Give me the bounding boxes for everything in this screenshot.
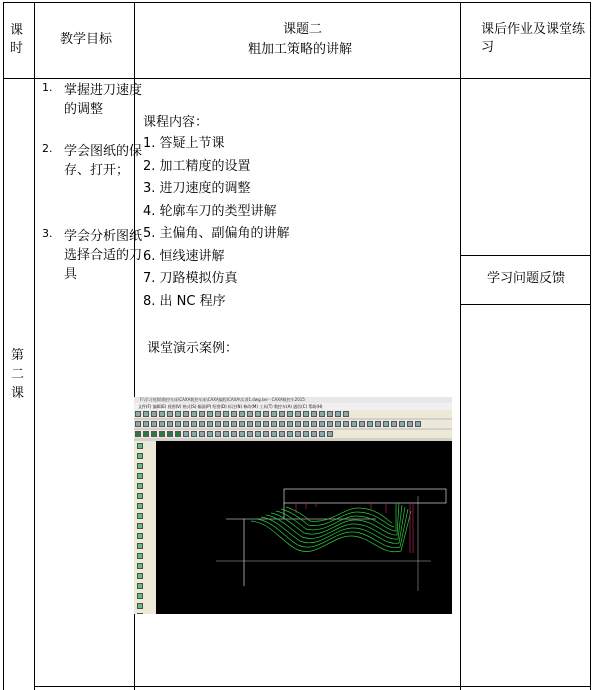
- table-border-top: [3, 2, 591, 3]
- goal-text: 掌握进刀速度的调整: [64, 83, 143, 117]
- goal-number: 1.: [42, 81, 53, 94]
- table-col-rule-3: [460, 2, 461, 690]
- goal-item: [42, 142, 154, 180]
- table-header-rule: [3, 78, 591, 79]
- cad-toolbar-3: [134, 430, 452, 438]
- cad-toolbar-1: [134, 410, 452, 418]
- cad-toolbar-2: [134, 420, 452, 428]
- goal-number: 3.: [42, 227, 53, 240]
- cad-screenshot: [134, 397, 452, 614]
- goal-text: 学会分析图纸选择合适的刀具: [64, 229, 143, 282]
- header-homework-line1: 课后作业及课堂练: [481, 22, 586, 37]
- feedback-rule-bottom: [460, 304, 591, 305]
- header-period: 课 时: [10, 23, 24, 56]
- header-homework-line2: 习: [481, 40, 495, 55]
- table-col-rule-1: [34, 2, 35, 690]
- cad-left-toolbar: [134, 441, 156, 614]
- content-item: 3. 进刀速度的调整: [143, 181, 251, 196]
- feedback-label: 学习问题反馈: [487, 271, 566, 286]
- goal-item: [42, 81, 154, 119]
- content-title: 课程内容：: [143, 115, 209, 130]
- content-item: 5. 主偏角、副偏角的讲解: [143, 226, 290, 241]
- header-topic-line1: 课题二: [283, 22, 323, 37]
- header-topic-line2: 粗加工策略的讲解: [248, 42, 353, 57]
- table-border-right: [590, 2, 591, 690]
- content-item: 2. 加工精度的设置: [143, 158, 251, 174]
- cad-titlebar: F:\学习视频\数控车床\CAXA数控车床\CAXA编程\CAXA\实训1.dwg.lxe - CAXA数控车2015: [134, 397, 452, 403]
- content-list: [143, 133, 290, 313]
- cad-drawing-canvas: [156, 441, 452, 614]
- feedback-rule-top: [460, 255, 591, 256]
- content-item: 1. 答疑上节课: [143, 136, 225, 151]
- goal-number: 2.: [42, 142, 53, 155]
- content-item: 4. 轮廓车刀的类型讲解: [143, 203, 277, 219]
- content-item: 7. 刀路模拟仿真: [143, 271, 238, 286]
- content-item: 6. 恒线速讲解: [143, 248, 225, 264]
- goal-text: 学会图纸的保存、打开；: [64, 144, 143, 178]
- demo-title: 课堂演示案例：: [147, 341, 239, 356]
- table-bottom-rule: [34, 686, 591, 687]
- header-goals: 教学目标: [60, 32, 113, 47]
- table-border-left: [3, 2, 4, 690]
- toolpath-drawing: [156, 441, 452, 614]
- content-item: 8. 出 NC 程序: [143, 293, 226, 309]
- goal-item: [42, 227, 154, 284]
- cad-menubar: 文件(F) 编辑(E) 视图(V) 格式(S) 幅面(P) 绘图(D) 标注(N) 修改(M) 工具(T) 数控车(A) 通信(C) 帮助(H): [134, 403, 452, 410]
- lesson-label: 第 二 课: [11, 348, 25, 401]
